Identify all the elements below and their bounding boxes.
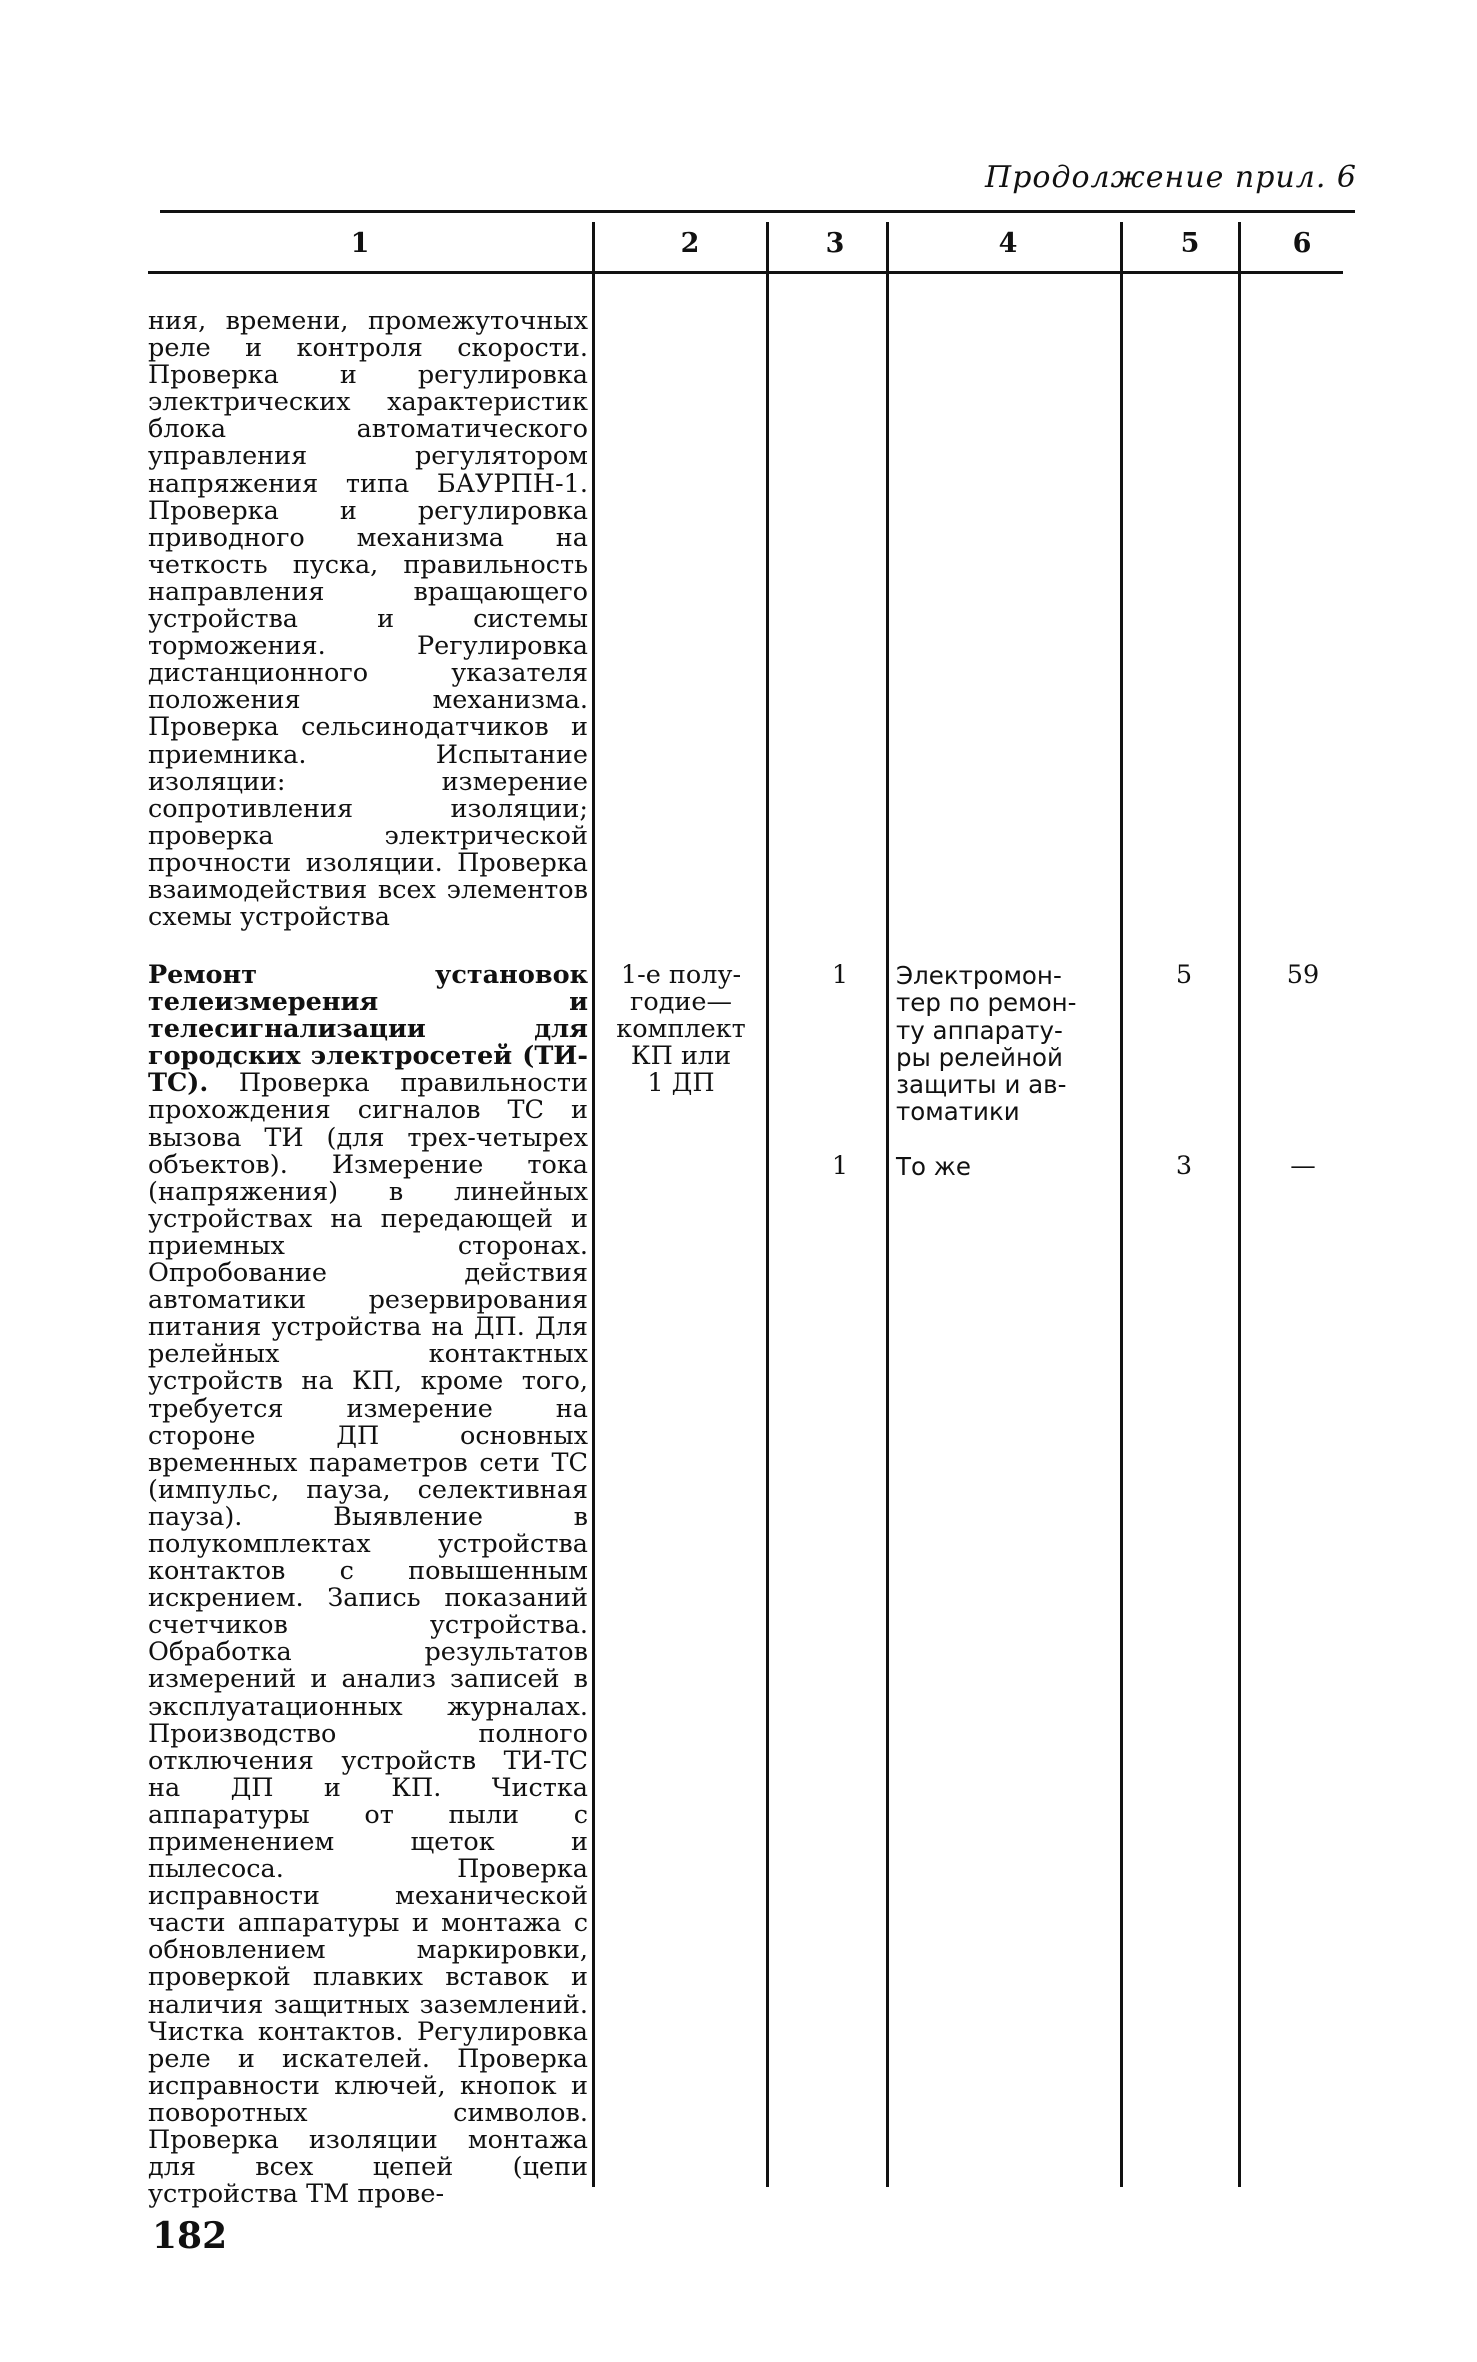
- row2-worker: [896, 1153, 1116, 1180]
- column-divider-2: [766, 222, 769, 2187]
- worker-line: ту аппарату-: [896, 1015, 1063, 1045]
- column-divider-3: [886, 222, 889, 2187]
- column-divider-4: [1120, 222, 1123, 2187]
- row2-count: 1: [831, 1151, 849, 1181]
- row1-count: 1: [831, 960, 849, 990]
- continuation-header: Продолжение прил. 6: [985, 160, 1357, 195]
- entry-description: [148, 962, 588, 2208]
- column-number-6: 6: [1292, 228, 1312, 259]
- periodicity-line: 1 ДП: [647, 1068, 715, 1098]
- continued-description: ния, времени, промежуточных реле и контроля скорости. Проверка и регулировка электрических характеристик блока автоматического управления регулятором напряжения типа БАУРПН-1. Проверка и регулировка приводного механизма на четкость пуска, правильность направления вращающего устройства и системы торможения. Регулировка дистанционного указателя положения механизма. Проверка сельсинодатчиков и приемника. Испытание изоляции: измерение сопротивления изоляции; проверка электрической прочности изоляции. Проверка взаимодействия всех элементов схемы устройства: [148, 306, 588, 933]
- column-divider-5: [1238, 222, 1241, 2187]
- worker-line: ры релейной: [896, 1042, 1063, 1072]
- entry-body: Проверка правильности прохождения сигналов ТС и вызова ТИ (для трех-четырех объектов). Измерение тока (напряжения) в линейных устройствах на передающей и приемных сторонах. Опробование действия автоматики резервирования питания устройства на ДП. Для релейных контактных устройств на КП, кроме того, требуется измерение на стороне ДП основных временных параметров сети ТС (импульс, пауза, селективная пауза). Выявление в полукомплектах устройства контактов с повышенным искрением. Запись показаний счетчиков устройства. Обработка результатов измерений и анализ записей в эксплуатационных журналах. Производство полного отключения устройств ТИ-ТС на ДП и КП. Чистка аппаратуры от пыли с применением щеток и пылесоса. Проверка исправности механической части аппаратуры и монтажа с обновлением маркировки, проверкой плавких вставок и наличия защитных заземлений. Чистка контактов. Регулировка реле и искателей. Проверка исправности ключей, кнопок и поворотных символов. Проверка изоляции монтажа для всех цепей (цепи устройства ТМ прове-: [148, 1068, 589, 2210]
- column-number-5: 5: [1180, 228, 1200, 259]
- header-top-rule: [160, 210, 1355, 213]
- column-number-2: 2: [680, 228, 700, 259]
- worker-line: Электромон-: [896, 961, 1062, 990]
- header-bottom-rule: [148, 271, 1343, 274]
- worker-line: защиты и ав-: [896, 1070, 1067, 1100]
- periodicity-line: годие—: [630, 987, 732, 1017]
- column-number-3: 3: [825, 228, 845, 259]
- row1-worker: [896, 962, 1116, 1126]
- row2-value: —: [1290, 1151, 1316, 1181]
- periodicity-line: КП или: [630, 1041, 732, 1071]
- column-number-4: 4: [998, 228, 1018, 259]
- worker-line: То же: [896, 1152, 971, 1181]
- worker-line: тер по ремон-: [896, 988, 1077, 1018]
- column-number-1: 1: [350, 228, 370, 259]
- column-divider-1: [592, 222, 595, 2187]
- periodicity-cell: [606, 962, 756, 1097]
- periodicity-line: 1-е полу-: [620, 960, 742, 990]
- row1-grade: 5: [1175, 960, 1193, 990]
- row2-grade: 3: [1175, 1151, 1193, 1181]
- entry-title: Ремонт установок телеизмерения и телесигнализации для городских электросетей (ТИ-ТС).: [148, 960, 588, 1099]
- row1-value: 59: [1286, 960, 1320, 990]
- periodicity-line: комплект: [616, 1014, 746, 1044]
- page-number: 182: [152, 2215, 228, 2257]
- worker-line: томатики: [896, 1097, 1020, 1127]
